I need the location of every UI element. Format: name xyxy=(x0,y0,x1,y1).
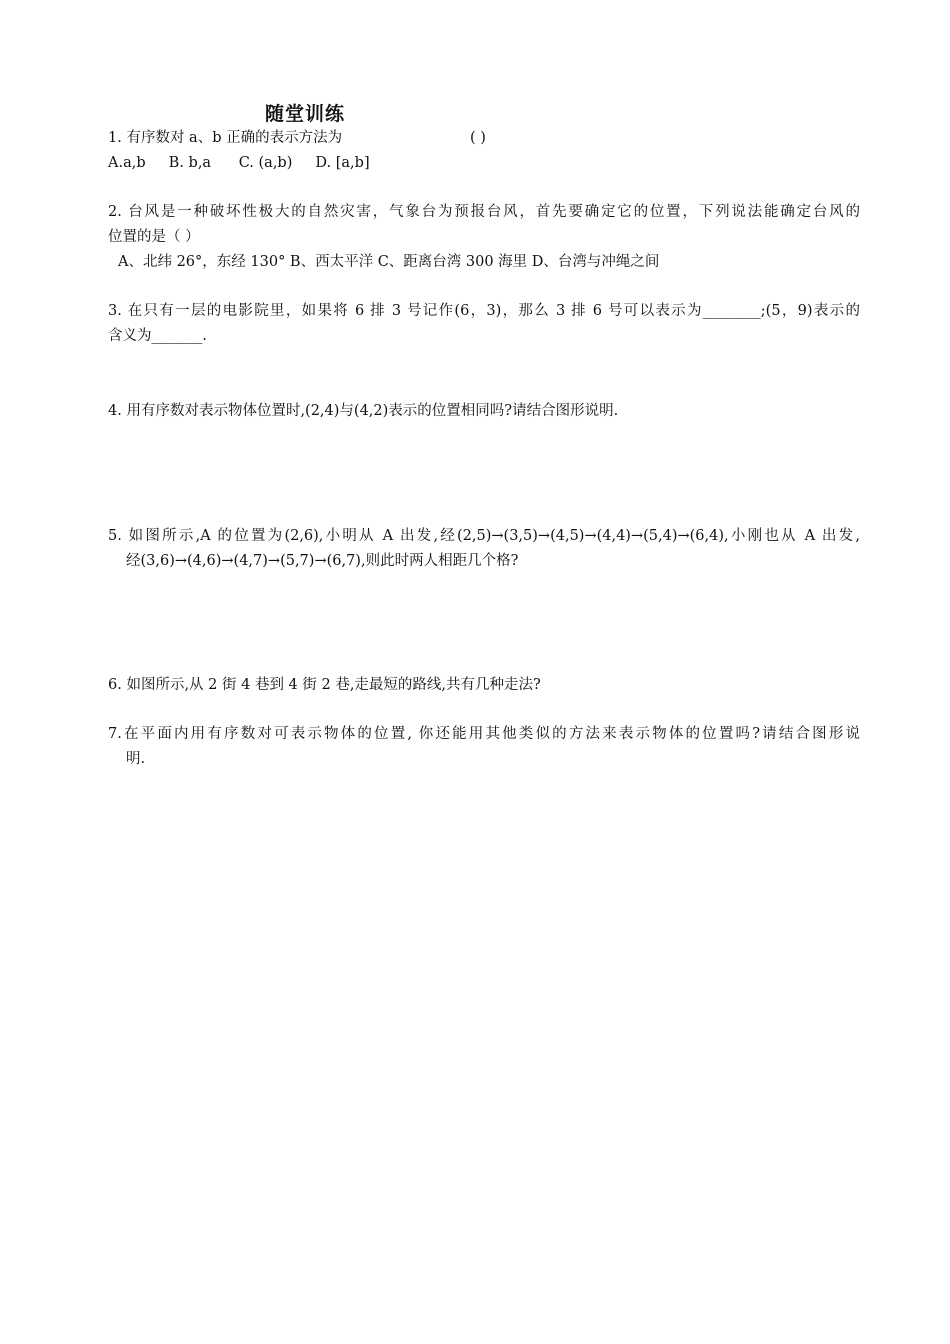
question-1-options: A.a,b B. b,a C. (a,b) D. [a,b] xyxy=(108,155,370,171)
question-7-line-2: 明. xyxy=(126,751,146,767)
question-7-line-1: 7.在平面内用有序数对可表示物体的位置, 你还能用其他类似的方法来表示物体的位置吗?请结合图形说 xyxy=(108,726,860,742)
question-2-line-1: 2. 台风是一种破坏性极大的自然灾害，气象台为预报台风，首先要确定它的位置，下列说法能确定台风的 xyxy=(108,204,860,220)
question-3-line-2: 含义为_______. xyxy=(108,328,207,344)
page-title: 随堂训练 xyxy=(265,103,346,125)
question-4-line-1: 4. 用有序数对表示物体位置时,(2,4)与(4,2)表示的位置相同吗?请结合图形说明. xyxy=(108,403,619,419)
question-5-line-1: 5. 如图所示,A 的位置为(2,6),小明从 A 出发,经(2,5)→(3,5)→(4,5)→(4,4)→(5,4)→(6,4),小刚也从 A 出发, xyxy=(108,528,860,544)
question-1-stem: 1. 有序数对 a、b 正确的表示方法为 xyxy=(108,130,343,146)
question-2-line-2: 位置的是（ ） xyxy=(108,229,200,245)
question-3-line-1: 3. 在只有一层的电影院里，如果将 6 排 3 号记作(6，3)，那么 3 排 6 号可以表示为________;(5，9)表示的 xyxy=(108,303,860,319)
question-2-options: A、北纬 26°，东经 130° B、西太平洋 C、距离台湾 300 海里 D、台湾与冲绳之间 xyxy=(118,254,660,270)
question-1-answer-bracket: ( ) xyxy=(470,130,486,146)
question-6-line-1: 6. 如图所示,从 2 街 4 巷到 4 街 2 巷,走最短的路线,共有几种走法? xyxy=(108,677,541,693)
question-5-line-2: 经(3,6)→(4,6)→(4,7)→(5,7)→(6,7),则此时两人相距几个格? xyxy=(126,553,519,569)
